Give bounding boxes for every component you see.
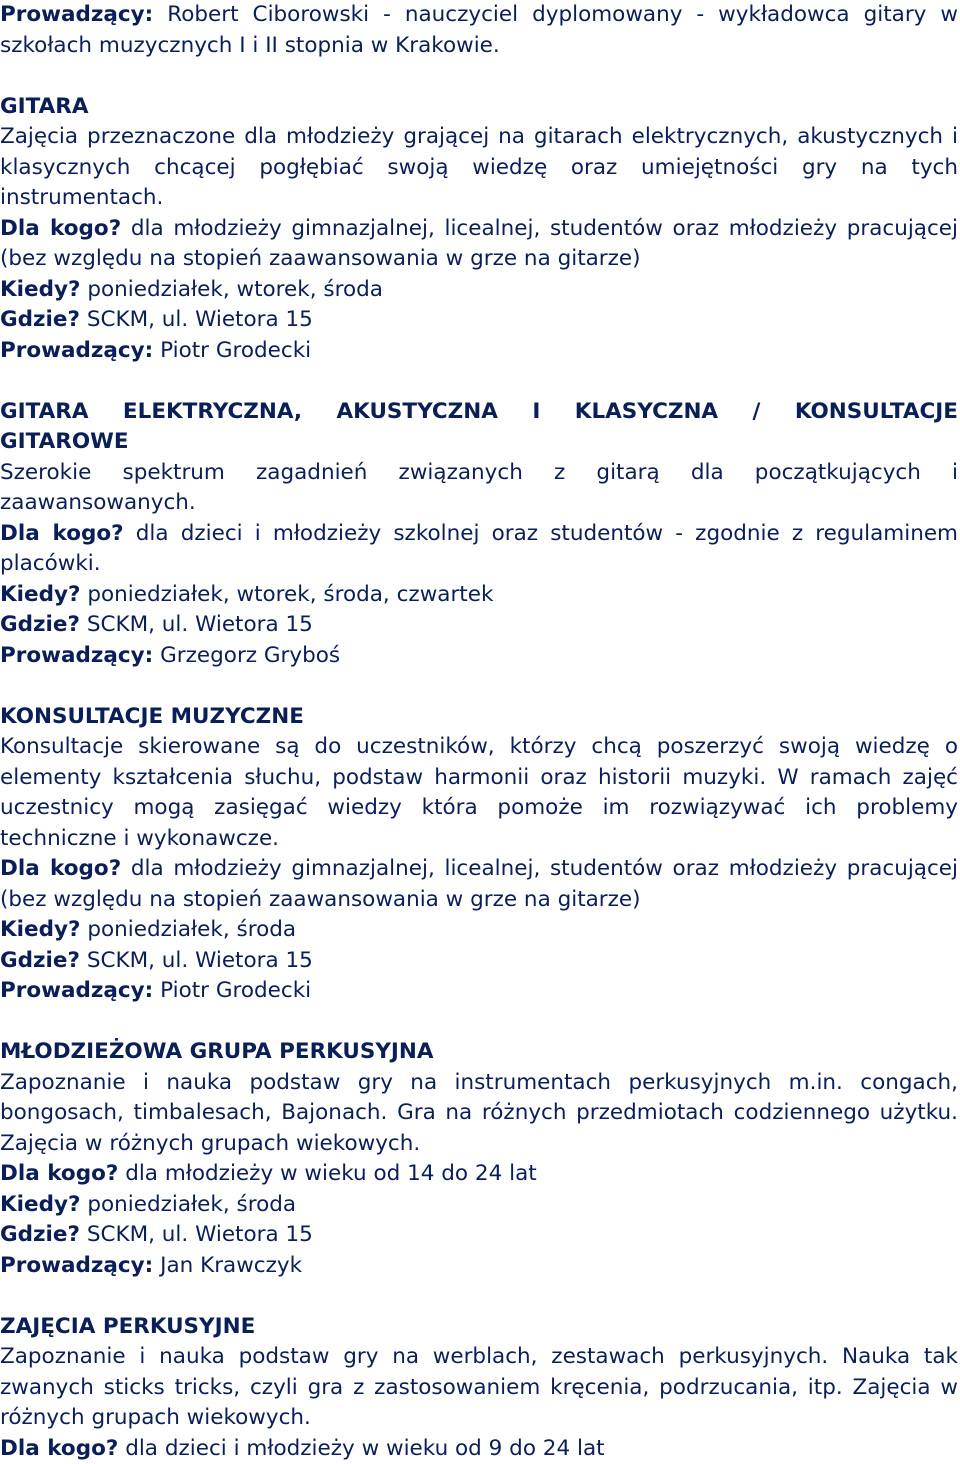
- when-label: Kiedy?: [0, 277, 81, 302]
- instructor-value: Jan Krawczyk: [160, 1253, 302, 1278]
- where-label: Gdzie?: [0, 612, 80, 637]
- for-whom-value: dla młodzieży gimnazjalnej, licealnej, studentów oraz młodzieży pracującej (bez względu na stopień zaawansowania w grze na gitarze): [0, 856, 958, 912]
- for-whom-value: dla młodzieży w wieku od 14 do 24 lat: [125, 1161, 537, 1186]
- when-label: Kiedy?: [0, 917, 81, 942]
- section-description: Zapoznanie i nauka podstaw gry na werblach, zestawach perkusyjnych. Nauka tak zwanych sticks tricks, czyli gra z zastosowaniem kręcenia, podrzucania, itp. Zajęcia w różnych grupach wiekowych.: [0, 1342, 958, 1434]
- where-row: [0, 946, 958, 977]
- spacer: [0, 366, 958, 397]
- for-whom-row: [0, 519, 958, 580]
- for-whom-value: dla dzieci i młodzieży w wieku od 9 do 24 lat: [125, 1436, 604, 1461]
- section-zajecia-perkusyjne: [0, 1312, 958, 1464]
- section-title-line2: GITAROWE: [0, 427, 958, 458]
- for-whom-label: Dla kogo?: [0, 1436, 118, 1461]
- where-value: SCKM, ul. Wietora 15: [87, 948, 313, 973]
- instructor-value: Robert Ciborowski - nauczyciel dyplomowany - wykładowca gitary w szkołach muzycznych I i II stopnia w Krakowie.: [0, 2, 958, 58]
- when-row: [0, 915, 958, 946]
- when-value: poniedziałek, środa: [87, 1192, 296, 1217]
- spacer: [0, 1007, 958, 1038]
- instructor-label: Prowadzący:: [0, 978, 153, 1003]
- instructor-row: [0, 336, 958, 367]
- for-whom-row: [0, 214, 958, 275]
- for-whom-label: Dla kogo?: [0, 856, 121, 881]
- where-value: SCKM, ul. Wietora 15: [87, 612, 313, 637]
- spacer: [0, 1281, 958, 1312]
- where-value: SCKM, ul. Wietora 15: [87, 307, 313, 332]
- for-whom-row: [0, 1434, 958, 1464]
- for-whom-label: Dla kogo?: [0, 216, 121, 241]
- for-whom-label: Dla kogo?: [0, 521, 124, 546]
- instructor-label: Prowadzący:: [0, 643, 153, 668]
- instructor-row: [0, 1251, 958, 1282]
- when-row: [0, 275, 958, 306]
- instructor-label: Prowadzący:: [0, 338, 153, 363]
- section-title-line1: GITARA ELEKTRYCZNA, AKUSTYCZNA I KLASYCZNA / KONSULTACJE: [0, 397, 958, 428]
- where-label: Gdzie?: [0, 307, 80, 332]
- spacer: [0, 61, 958, 92]
- when-value: poniedziałek, środa: [87, 917, 296, 942]
- when-value: poniedziałek, wtorek, środa: [87, 277, 383, 302]
- where-value: SCKM, ul. Wietora 15: [87, 1222, 313, 1247]
- section-description: Konsultacje skierowane są do uczestników, którzy chcą poszerzyć swoją wiedzę o elementy kształcenia słuchu, podstaw harmonii oraz historii muzyki. W ramach zajęć uczestnicy mogą zasięgać wiedzy która pomoże im rozwiązywać ich problemy techniczne i wykonawcze.: [0, 732, 958, 854]
- when-label: Kiedy?: [0, 582, 81, 607]
- where-row: [0, 610, 958, 641]
- section-description: Szerokie spektrum zagadnień związanych z gitarą dla początkujących i zaawansowanych.: [0, 458, 958, 519]
- section-title: GITARA: [0, 92, 958, 123]
- for-whom-value: dla dzieci i młodzieży szkolnej oraz studentów - zgodnie z regulaminem placówki.: [0, 521, 958, 577]
- instructor-row: [0, 641, 958, 672]
- section-title: MŁODZIEŻOWA GRUPA PERKUSYJNA: [0, 1037, 958, 1068]
- section-description: Zajęcia przeznaczone dla młodzieży grającej na gitarach elektrycznych, akustycznych i klasycznych chcącej pogłębiać swoją wiedzę oraz umiejętności gry na tych instrumentach.: [0, 122, 958, 214]
- section-grupa-perkusyjna: [0, 1037, 958, 1281]
- where-label: Gdzie?: [0, 1222, 80, 1247]
- when-label: Kiedy?: [0, 1192, 81, 1217]
- section-konsultacje-muzyczne: [0, 702, 958, 1007]
- when-row: [0, 1190, 958, 1221]
- section-title: ZAJĘCIA PERKUSYJNE: [0, 1312, 958, 1343]
- for-whom-label: Dla kogo?: [0, 1161, 118, 1186]
- where-row: [0, 305, 958, 336]
- where-row: [0, 1220, 958, 1251]
- when-row: [0, 580, 958, 611]
- for-whom-row: [0, 1159, 958, 1190]
- section-gitara-elektryczna: [0, 397, 958, 672]
- spacer: [0, 671, 958, 702]
- section-description: Zapoznanie i nauka podstaw gry na instrumentach perkusyjnych m.in. congach, bongosach, timbalesach, Bajonach. Gra na różnych przedmiotach codziennego użytku. Zajęcia w różnych grupach wiekowych.: [0, 1068, 958, 1160]
- instructor-value: Grzegorz Gryboś: [160, 643, 340, 668]
- instructor-value: Piotr Grodecki: [160, 338, 311, 363]
- for-whom-row: [0, 854, 958, 915]
- instructor-value: Piotr Grodecki: [160, 978, 311, 1003]
- section-gitara: [0, 92, 958, 367]
- instructor-row: [0, 976, 958, 1007]
- for-whom-value: dla młodzieży gimnazjalnej, licealnej, studentów oraz młodzieży pracującej (bez względu na stopień zaawansowania w grze na gitarze): [0, 216, 958, 272]
- instructor-label: Prowadzący:: [0, 2, 153, 27]
- instructor-label: Prowadzący:: [0, 1253, 153, 1278]
- section-title: KONSULTACJE MUZYCZNE: [0, 702, 958, 733]
- where-label: Gdzie?: [0, 948, 80, 973]
- intro-instructor: [0, 0, 958, 61]
- when-value: poniedziałek, wtorek, środa, czwartek: [87, 582, 493, 607]
